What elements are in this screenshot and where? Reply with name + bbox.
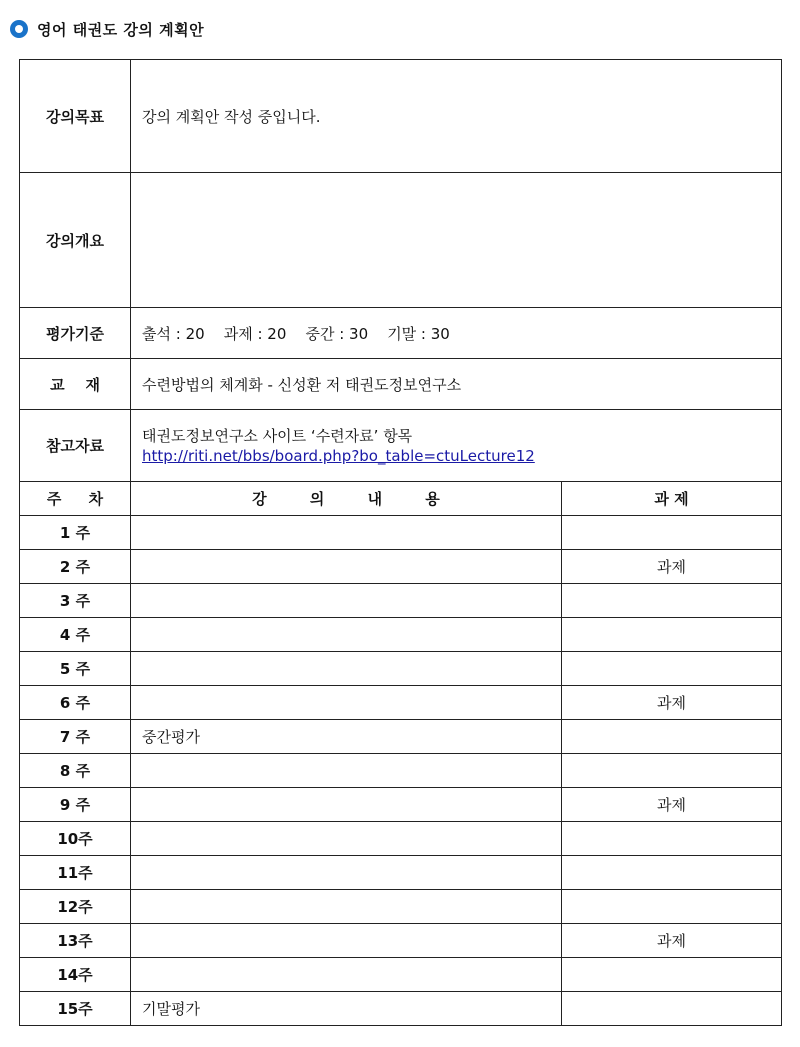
content-cell (131, 856, 562, 890)
overview-label: 강의개요 (20, 173, 131, 308)
content-cell (131, 516, 562, 550)
content-cell (131, 822, 562, 856)
reference-row (20, 410, 782, 482)
overview-value (131, 173, 782, 308)
week-cell: 10주 (20, 822, 131, 856)
schedule-header-row (20, 482, 782, 516)
table-row (20, 788, 782, 822)
week-cell: 3 주 (20, 584, 131, 618)
task-cell (562, 652, 782, 686)
table-row (20, 992, 782, 1026)
content-cell (131, 754, 562, 788)
task-cell (562, 958, 782, 992)
task-cell (562, 754, 782, 788)
content-cell (131, 958, 562, 992)
task-cell (562, 618, 782, 652)
content-cell (131, 890, 562, 924)
week-cell: 4 주 (20, 618, 131, 652)
task-column-header: 과 제 (562, 482, 782, 516)
week-cell: 15주 (20, 992, 131, 1026)
week-cell: 1 주 (20, 516, 131, 550)
table-row (20, 618, 782, 652)
textbook-row (20, 359, 782, 410)
table-row (20, 754, 782, 788)
overview-row (20, 173, 782, 308)
page-heading (10, 18, 204, 40)
content-column-header: 강 의 내 용 (131, 482, 562, 516)
lecture-plan-table (19, 59, 782, 1026)
week-cell: 14주 (20, 958, 131, 992)
week-cell: 8 주 (20, 754, 131, 788)
objective-row (20, 60, 782, 173)
task-cell (562, 584, 782, 618)
table-row (20, 958, 782, 992)
textbook-value: 수련방법의 체계화 - 신성환 저 태권도정보연구소 (131, 359, 782, 410)
reference-value (131, 410, 782, 482)
content-cell (131, 924, 562, 958)
content-cell: 중간평가 (131, 720, 562, 754)
content-cell (131, 788, 562, 822)
objective-label: 강의목표 (20, 60, 131, 173)
content-cell (131, 550, 562, 584)
task-cell (562, 516, 782, 550)
table-row (20, 856, 782, 890)
table-row (20, 686, 782, 720)
content-cell: 기말평가 (131, 992, 562, 1026)
table-row (20, 550, 782, 584)
week-cell: 13주 (20, 924, 131, 958)
radio-bullet-icon (10, 20, 28, 38)
task-cell (562, 720, 782, 754)
evaluation-label: 평가기준 (20, 308, 131, 359)
week-cell: 2 주 (20, 550, 131, 584)
task-cell: 과제 (562, 924, 782, 958)
table-row (20, 924, 782, 958)
week-cell: 11주 (20, 856, 131, 890)
content-cell (131, 618, 562, 652)
week-cell: 6 주 (20, 686, 131, 720)
week-cell: 9 주 (20, 788, 131, 822)
task-cell (562, 822, 782, 856)
content-cell (131, 686, 562, 720)
reference-text: 태권도정보연구소 사이트 ‘수련자료’ 항목 (142, 426, 413, 445)
task-cell: 과제 (562, 550, 782, 584)
evaluation-value: 출석 : 20 과제 : 20 중간 : 30 기말 : 30 (131, 308, 782, 359)
content-cell (131, 584, 562, 618)
textbook-label: 교 재 (20, 359, 131, 410)
objective-value: 강의 계획안 작성 중입니다. (131, 60, 782, 173)
reference-label: 참고자료 (20, 410, 131, 482)
content-cell (131, 652, 562, 686)
task-cell: 과제 (562, 788, 782, 822)
evaluation-row (20, 308, 782, 359)
week-cell: 12주 (20, 890, 131, 924)
week-column-header: 주 차 (20, 482, 131, 516)
table-row (20, 516, 782, 550)
table-row (20, 890, 782, 924)
table-row (20, 584, 782, 618)
task-cell: 과제 (562, 686, 782, 720)
page-title: 영어 태권도 강의 계획안 (37, 20, 205, 39)
reference-link[interactable]: http://riti.net/bbs/board.php?bo_table=ctuLecture12 (142, 446, 535, 465)
task-cell (562, 856, 782, 890)
table-row (20, 822, 782, 856)
table-row (20, 720, 782, 754)
table-row (20, 652, 782, 686)
week-cell: 5 주 (20, 652, 131, 686)
week-cell: 7 주 (20, 720, 131, 754)
task-cell (562, 890, 782, 924)
task-cell (562, 992, 782, 1026)
